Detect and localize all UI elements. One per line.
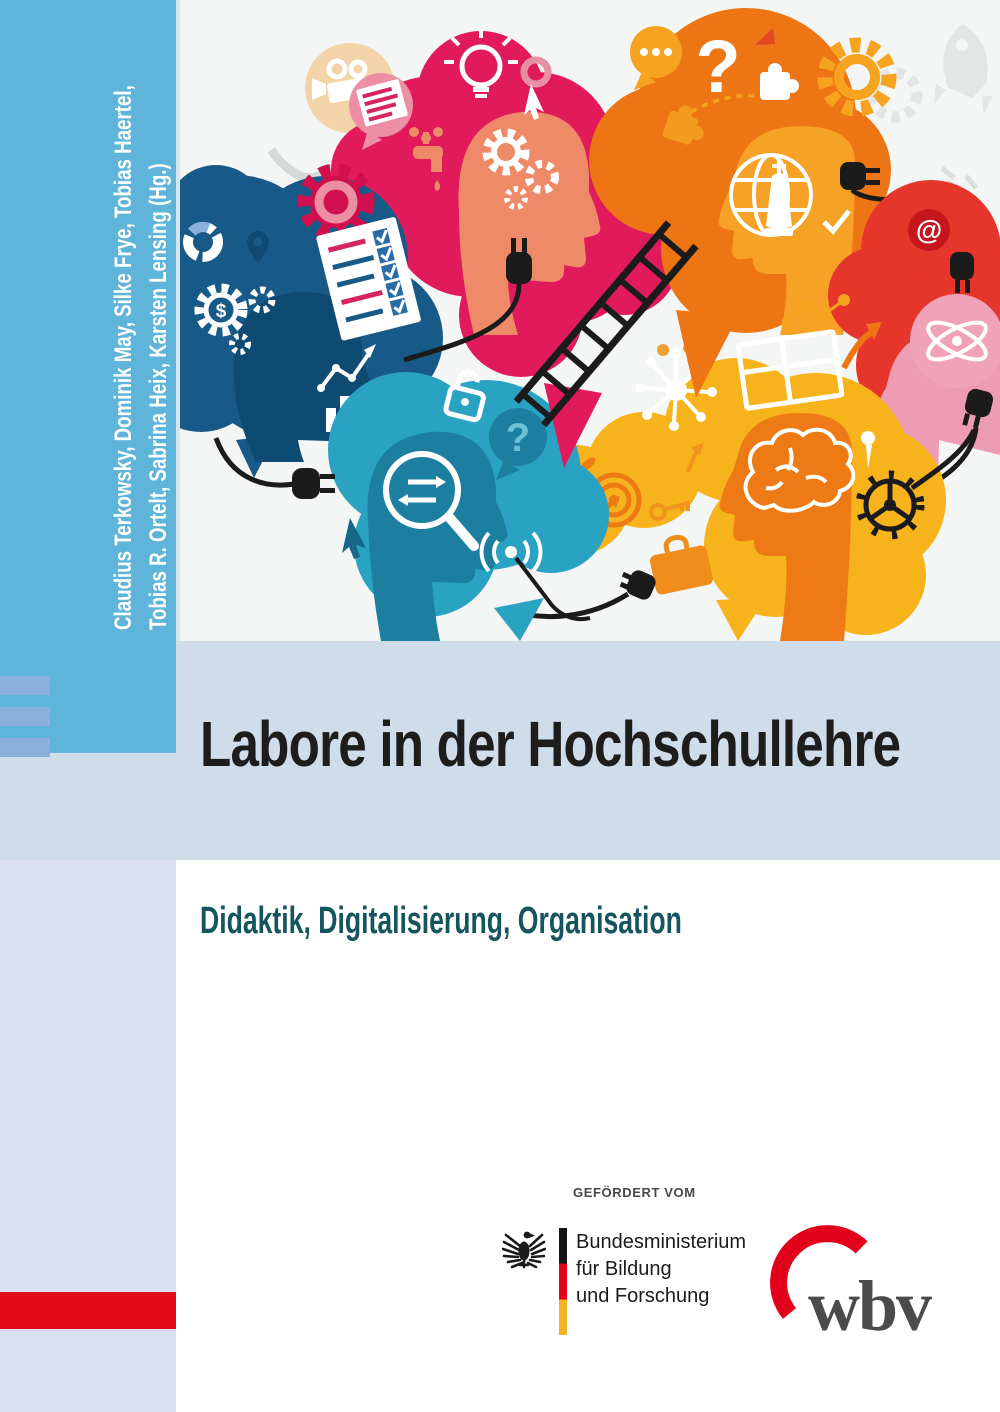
authors-vertical	[106, 10, 176, 630]
svg-text:@: @	[915, 215, 943, 245]
rocket-icon	[934, 24, 992, 114]
ministry-line-3: und Forschung	[576, 1285, 710, 1307]
funding-label: GEFÖRDERT VOM	[573, 1185, 696, 1200]
wbv-logo	[760, 1212, 1000, 1352]
ministry-line-2: für Bildung	[576, 1258, 672, 1280]
sidebar-stripe	[0, 676, 50, 695]
wbv-wordmark: wbv	[808, 1266, 931, 1346]
svg-text:$: $	[215, 301, 227, 322]
thinking-heads-collage	[176, 0, 1000, 641]
briefcase-icon	[646, 532, 714, 596]
ministry-name	[576, 1229, 746, 1310]
authors-line-1: Claudius Terkowsky, Dominik May, Silke Frye, Tobias Haertel,	[110, 85, 137, 630]
sidebar-lavender	[0, 860, 176, 1412]
german-flag-stripe	[559, 1228, 567, 1335]
question-mark-icon: ?	[695, 25, 741, 108]
cover-illustration	[176, 0, 1000, 641]
ministry-line-1: Bundesministerium	[576, 1231, 747, 1253]
sidebar-stripe	[0, 707, 50, 726]
sidebar-stripe	[0, 738, 50, 757]
svg-text:?: ?	[505, 416, 531, 460]
federal-eagle-icon	[502, 1226, 546, 1270]
red-accent-bar	[0, 1292, 176, 1329]
book-title: Labore in der Hochschullehre	[200, 708, 901, 780]
illustration-left-edge	[176, 0, 180, 641]
book-subtitle: Didaktik, Digitalisierung, Organisation	[200, 900, 682, 942]
authors-line-2: Tobias R. Ortelt, Sabrina Heix, Karsten Lensing (Hg.)	[145, 163, 172, 630]
